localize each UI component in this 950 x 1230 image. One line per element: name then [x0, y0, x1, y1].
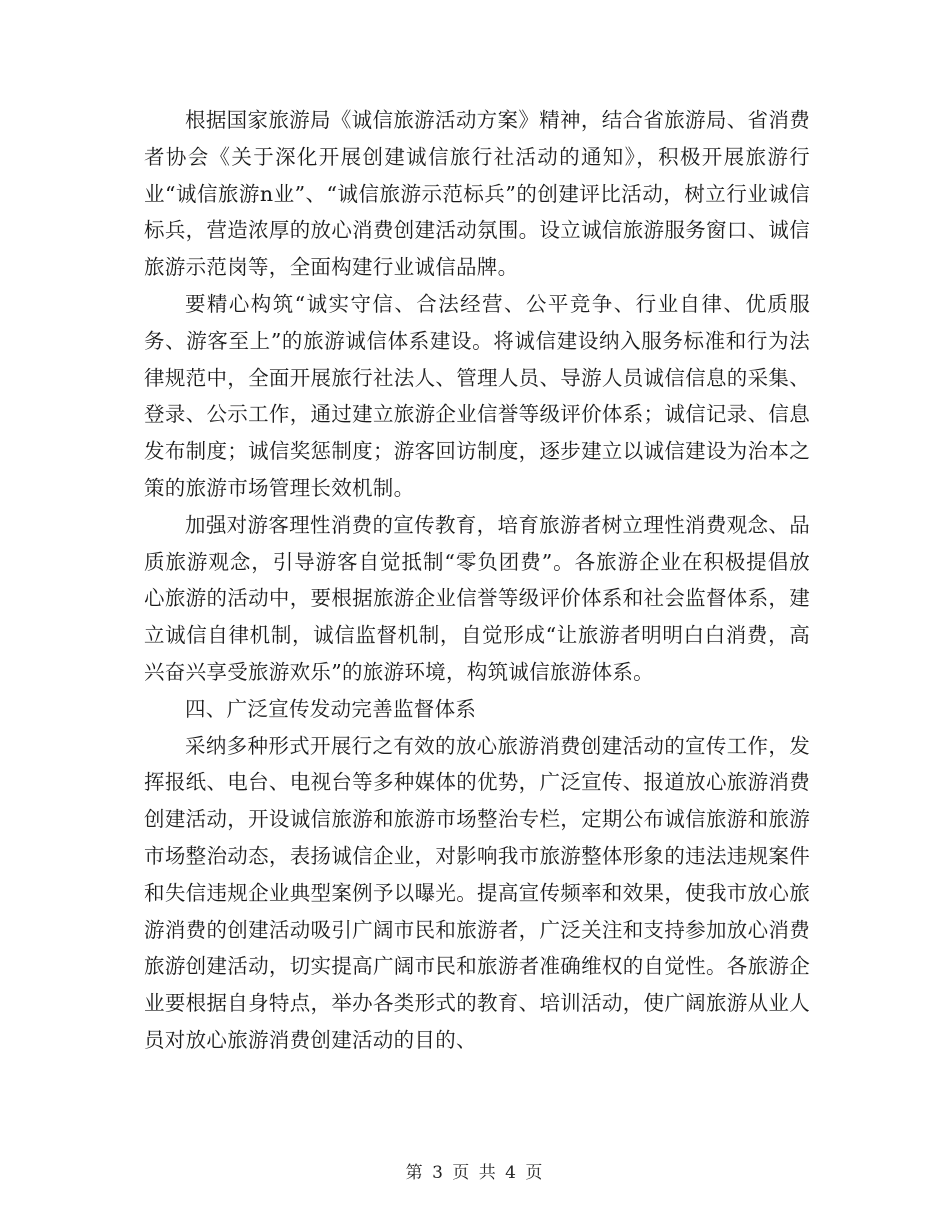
body-paragraph-1: 根据国家旅游局《诚信旅游活动方案》精神，结合省旅游局、省消费者协会《关于深化开展创建诚信旅行社活动的通知》，积极开展旅游行业“诚信旅游n业”、“诚信旅游示范标兵”的创建评比活动，树立行业诚信标兵，营造浓厚的放心消费创建活动氛围。设立诚信旅游服务窗口、诚信旅游示范岗等，全面构建行业诚信品牌。	[144, 108, 810, 280]
document-body	[144, 102, 810, 1059]
body-paragraph-3: 加强对游客理性消费的宣传教育，培育旅游者树立理性消费观念、品质旅游观念，引导游客自觉抵制“零负团费”。各旅游企业在积极提倡放心旅游的活动中，要根据旅游企业信誉等级评价体系和社会监督体系，建立诚信自律机制，诚信监督机制，自觉形成“让旅游者明明白白消费，高兴奋兴享受旅游欢乐”的旅游环境，构筑诚信旅游体系。	[144, 512, 810, 684]
body-paragraph-4: 采纳多种形式开展行之有效的放心旅游消费创建活动的宣传工作，发挥报纸、电台、电视台等多种媒体的优势，广泛宣传、报道放心旅游消费创建活动，开设诚信旅游和旅游市场整治专栏，定期公布诚信旅游和旅游市场整治动态，表扬诚信企业，对影响我市旅游整体形象的违法违规案件和失信违规企业典型案例予以曝光。提高宣传频率和效果，使我市放心旅游消费的创建活动吸引广阔市民和旅游者，广泛关注和支持参加放心消费旅游创建活动，切实提高广阔市民和旅游者准确维权的自觉性。各旅游企业要根据自身特点，举办各类形式的教育、培训活动，使广阔旅游从业人员对放心旅游消费创建活动的目的、	[144, 733, 810, 1052]
body-paragraph-2: 要精心构筑“诚实守信、合法经营、公平竞争、行业自律、优质服务、游客至上”的旅游诚信体系建设。将诚信建设纳入服务标准和行为法律规范中，全面开展旅行社法人、管理人员、导游人员诚信信息的采集、登录、公示工作，通过建立旅游企业信誉等级评价体系；诚信记录、信息发布制度；诚信奖惩制度；游客回访制度，逐步建立以诚信建设为治本之策的旅游市场管理长效机制。	[144, 291, 810, 500]
page-number-footer: 第 3 页 共 4 页	[405, 1163, 545, 1183]
section-heading: 四、广泛宣传发动完善监督体系	[185, 696, 477, 721]
